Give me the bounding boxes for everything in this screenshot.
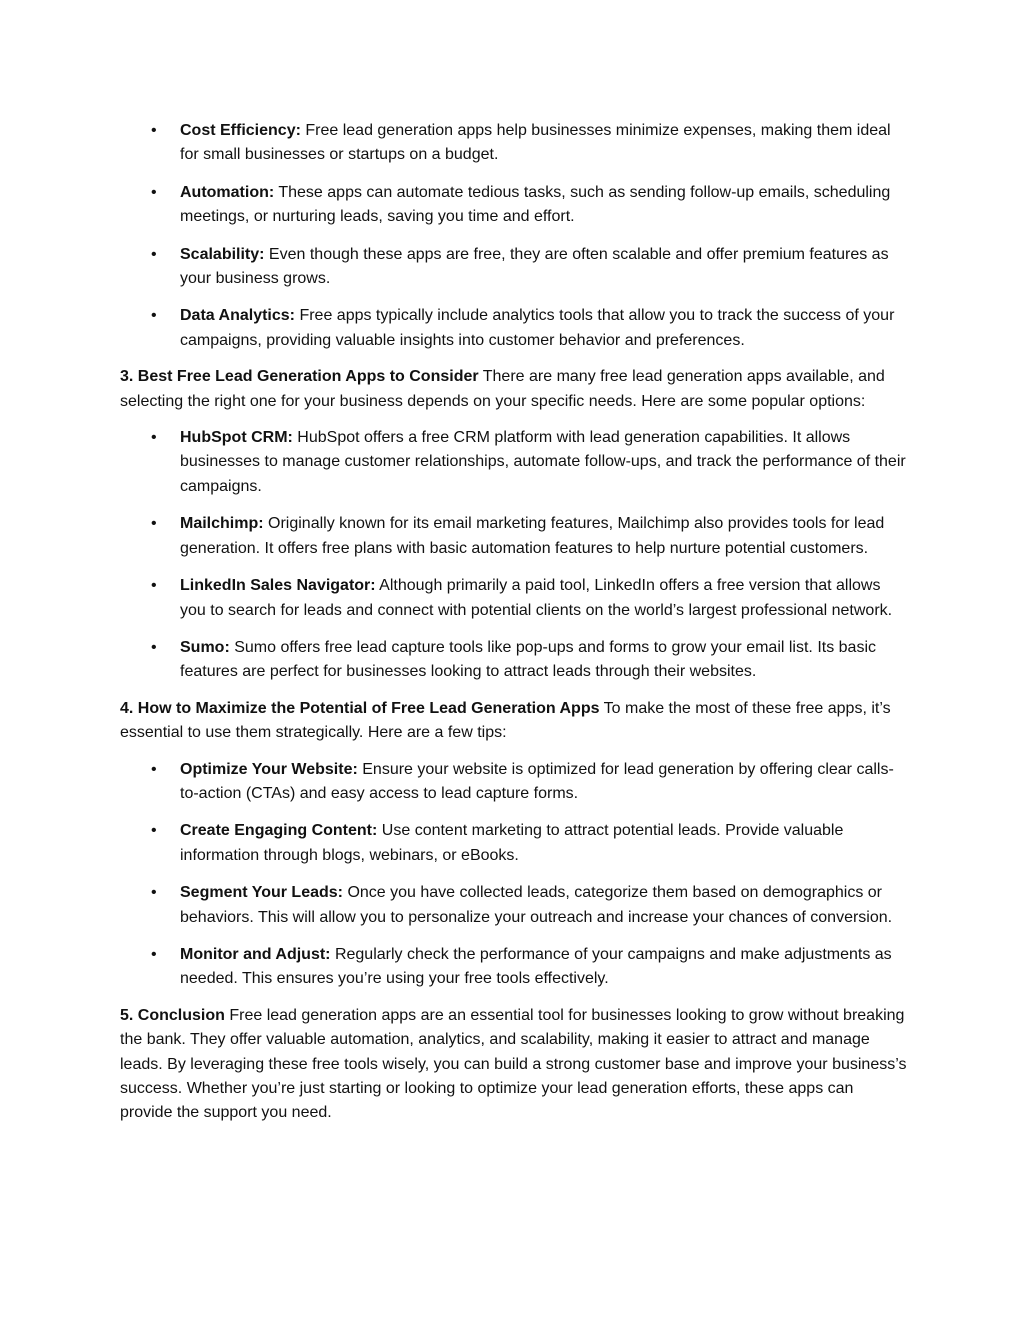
bullet-text: Use content marketing to attract potential leads. Provide valuable information through blogs, webinars, or eBooks. <box>180 822 844 864</box>
bullet-icon: • <box>151 122 157 139</box>
bullet-icon: • <box>151 822 157 840</box>
list-item <box>120 243 910 292</box>
section2-bullet-list <box>120 119 910 353</box>
bullet-label: Cost Efficiency: <box>180 122 301 139</box>
section3-heading: 3. Best Free Lead Generation Apps to Consider <box>120 368 479 386</box>
list-item <box>120 574 910 623</box>
list-item <box>120 636 910 685</box>
bullet-text: HubSpot offers a free CRM platform with lead generation capabilities. It allows businesses to manage customer relationships, automate follow-ups, and track the performance of their campaigns. <box>180 429 906 495</box>
bullet-label: Data Analytics: <box>180 307 295 325</box>
list-item <box>120 512 910 561</box>
section5-text: Free lead generation apps are an essential tool for businesses looking to grow without breaking the bank. They offer valuable automation, analytics, and scalability, making it easier to attract and manage leads. By leveraging these free tools wisely, you can build a strong customer base and improve your business’s success. Whether you’re just starting or looking to optimize your lead generation efforts, these apps can provide the support you need. <box>120 1006 907 1122</box>
bullet-icon: • <box>151 945 157 963</box>
list-item <box>120 881 910 930</box>
section3-intro: There are many free lead generation apps available, and selecting the right one for your business depends on your specific needs. Here are some popular options: <box>120 368 885 410</box>
list-item <box>120 426 910 499</box>
list-item <box>120 758 910 807</box>
bullet-text: Sumo offers free lead capture tools like pop-ups and forms to grow your email list. Its basic features are perfect for businesses looking to attract leads through their websites. <box>180 638 877 681</box>
document-page <box>120 119 910 1138</box>
bullet-icon: • <box>151 884 157 902</box>
section3-paragraph <box>120 365 910 414</box>
bullet-icon: • <box>151 515 157 533</box>
list-item <box>120 819 910 868</box>
bullet-label: Sumo: <box>180 638 230 656</box>
bullet-text: Free lead generation apps help businesses minimize expenses, making them ideal for small businesses or startups on a budget. <box>180 122 891 164</box>
bullet-text: Originally known for its email marketing features, Mailchimp also provides tools for lead generation. It offers free plans with basic automation features to help nurture potential customers. <box>180 515 885 557</box>
bullet-label: Automation: <box>180 183 275 201</box>
list-item <box>120 119 910 168</box>
section5-paragraph <box>120 1004 910 1126</box>
bullet-text: Even though these apps are free, they are often scalable and offer premium features as your business grows. <box>180 245 889 288</box>
bullet-text: Although primarily a paid tool, LinkedIn offers a free version that allows you to search for leads and connect with potential clients on the world’s largest professional network. <box>180 577 893 619</box>
bullet-icon: • <box>151 307 157 325</box>
list-item <box>120 943 910 992</box>
bullet-icon: • <box>151 760 157 778</box>
bullet-label: Scalability: <box>180 245 265 263</box>
bullet-label: LinkedIn Sales Navigator: <box>180 577 376 595</box>
bullet-text: Ensure your website is optimized for lead generation by offering clear calls-to-action (CTAs) and easy access to lead capture forms. <box>180 760 894 802</box>
bullet-icon: • <box>151 577 157 595</box>
bullet-label: Create Engaging Content: <box>180 822 378 840</box>
bullet-icon: • <box>151 638 157 656</box>
bullet-text: Free apps typically include analytics tools that allow you to track the success of your campaigns, providing valuable insights into customer behavior and preferences. <box>180 307 895 349</box>
section4-heading: 4. How to Maximize the Potential of Free Lead Generation Apps <box>120 699 600 717</box>
section3-bullet-list <box>120 426 910 685</box>
bullet-text: Once you have collected leads, categorize them based on demographics or behaviors. This will allow you to personalize your outreach and increase your chances of conversion. <box>180 884 893 926</box>
bullet-label: HubSpot CRM: <box>180 429 293 447</box>
section4-intro: To make the most of these free apps, it’s essential to use them strategically. Here are a few tips: <box>120 699 891 742</box>
bullet-text: These apps can automate tedious tasks, such as sending follow-up emails, scheduling meetings, or nurturing leads, saving you time and effort. <box>180 183 891 226</box>
bullet-label: Segment Your Leads: <box>180 884 343 902</box>
section5-heading: 5. Conclusion <box>120 1006 225 1024</box>
section4-paragraph <box>120 697 910 746</box>
bullet-label: Optimize Your Website: <box>180 760 358 778</box>
list-item <box>120 304 910 353</box>
bullet-icon: • <box>151 429 157 447</box>
bullet-icon: • <box>151 245 157 263</box>
bullet-text: Regularly check the performance of your campaigns and make adjustments as needed. This ensures you’re using your free tools effectively. <box>180 945 892 988</box>
list-item <box>120 181 910 230</box>
bullet-label: Mailchimp: <box>180 515 264 533</box>
section4-bullet-list <box>120 758 910 992</box>
bullet-label: Monitor and Adjust: <box>180 945 331 963</box>
bullet-icon: • <box>151 183 157 201</box>
